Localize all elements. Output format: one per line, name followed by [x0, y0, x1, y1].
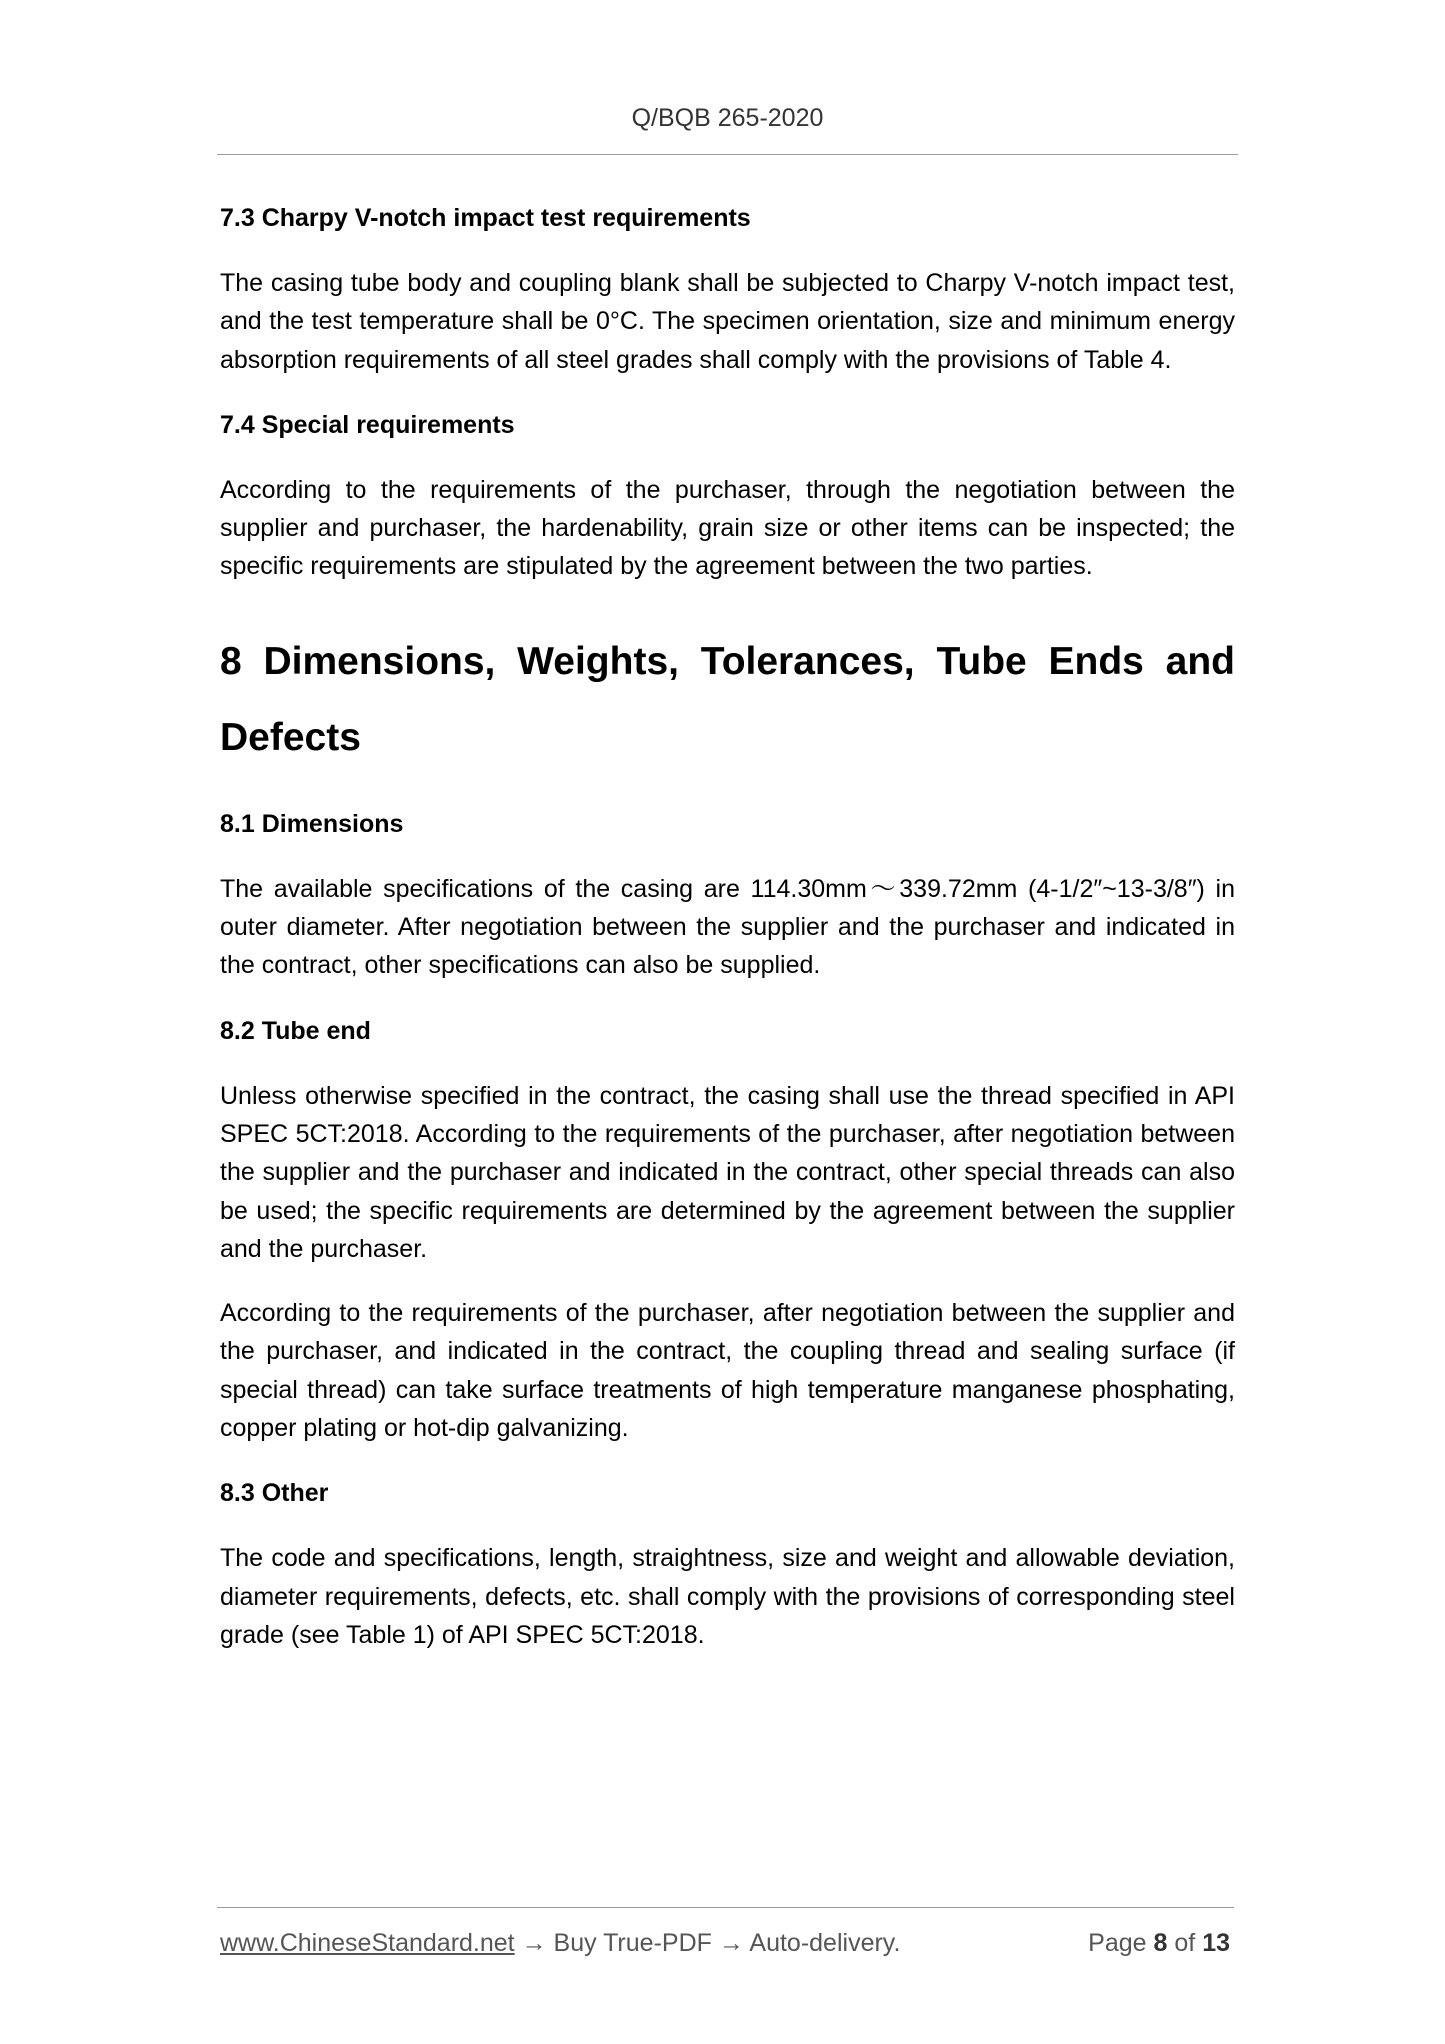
footer-promo — [220, 1926, 900, 1960]
website-link[interactable]: www.ChineseStandard.net — [220, 1929, 515, 1957]
footer-tagline: → Buy True-PDF → Auto-delivery. — [514, 1929, 901, 1957]
page-of-label: of — [1174, 1929, 1196, 1957]
section-paragraph-8-1: The available specifications of the casing are 114.30mm～339.72mm (4-1/2″~13-3/8″) in outer diameter. After negotiation between the supplier and the purchaser and indicated in the contract, other specifications can also be supplied. — [220, 874, 1235, 980]
chapter-heading-8: 8 Dimensions, Weights, Tolerances, Tube Ends and Defects — [220, 639, 1235, 759]
page-total: 13 — [1202, 1929, 1230, 1957]
section-paragraph-7-4: According to the requirements of the purchaser, through the negotiation between the supplier and purchaser, the hardenability, grain size or other items can be inspected; the specific requirements are stipulated by the agreement between the two parties. — [220, 475, 1235, 581]
page-number — [1088, 1926, 1230, 1960]
header-divider — [217, 154, 1238, 155]
section-heading-7-4: 7.4 Special requirements — [220, 410, 515, 439]
section-paragraph-7-3: The casing tube body and coupling blank shall be subjected to Charpy V-notch impact test, and the test temperature shall be 0°C. The specimen orientation, size and minimum energy absorption requirements of all steel grades shall comply with the provisions of Table 4. — [220, 269, 1235, 374]
section-paragraph-8-2-a: Unless otherwise specified in the contract, the casing shall use the thread specified in API SPEC 5CT:2018. According to the requirements of the purchaser, after negotiation between the supplier and the purchaser and indicated in the contract, other special threads can also be used; the specific requirements are determined by the agreement between the supplier and the purchaser. — [220, 1081, 1235, 1263]
page-header: Q/BQB 265-2020 — [631, 104, 824, 132]
section-paragraph-8-3: The code and specifications, length, straightness, size and weight and allowable deviation, diameter requirements, defects, etc. shall comply with the provisions of corresponding steel grade (see Table 1) of API SPEC 5CT:2018. — [220, 1544, 1235, 1649]
section-heading-8-3: 8.3 Other — [220, 1479, 329, 1508]
page-current: 8 — [1153, 1929, 1168, 1957]
page-label: Page — [1088, 1929, 1147, 1957]
section-paragraph-8-2-b: According to the requirements of the purchaser, after negotiation between the supplier and the purchaser, and indicated in the contract, the coupling thread and sealing surface (if special thread) can take surface treatments of high temperature manganese phosphating, copper plating or hot-dip galvanizing. — [220, 1299, 1235, 1443]
document-body — [220, 198, 1235, 1654]
section-heading-8-2: 8.2 Tube end — [220, 1016, 371, 1045]
section-heading-7-3: 7.3 Charpy V-notch impact test requirements — [220, 204, 751, 232]
section-heading-8-1: 8.1 Dimensions — [220, 809, 404, 838]
footer-divider — [217, 1907, 1234, 1908]
